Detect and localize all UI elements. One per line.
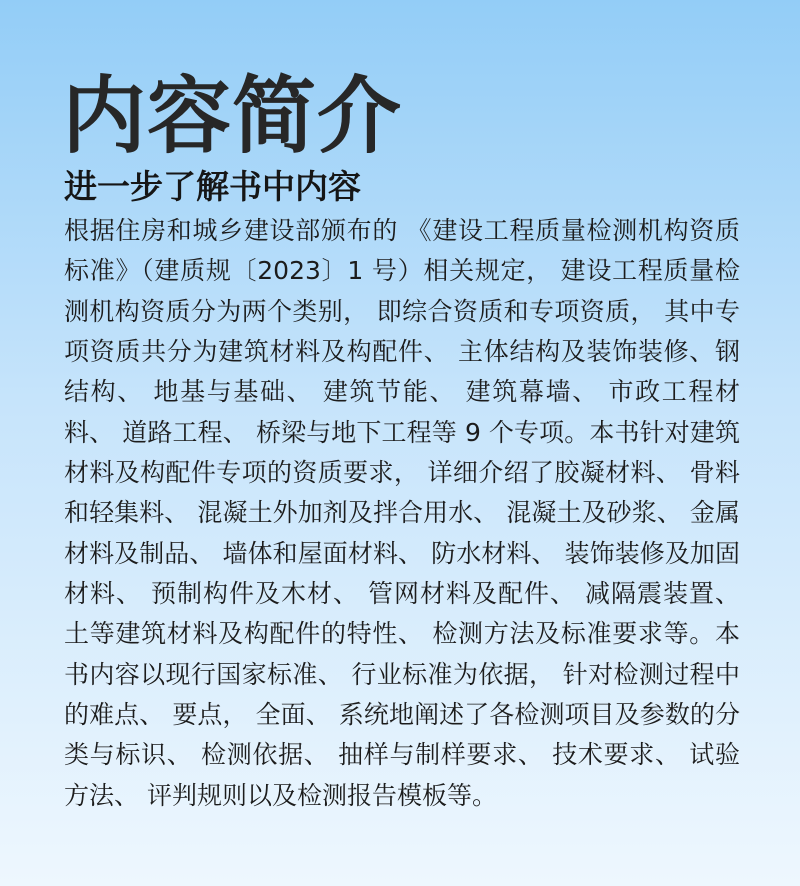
page-title: 内容简介 xyxy=(62,67,403,165)
intro-paragraph: 根据住房和城乡建设部颁布的 《建设工程质量检测机构资质标准》（建质规〔2023〕1 号）相关规定， 建设工程质量检测机构资质分为两个类别， 即综合资质和专项资质， 其中专项资质共分为建筑材料及构配件、 主体结构及装饰装修、钢结构、 地基与基础、 建筑节能、 建筑幕墙、 市政工程材料、 道路工程、 桥梁与地下工程等 9 个专项。本书针对建筑材料及构配件专项的资质要求， 详细介绍了胶凝材料、 骨料和轻集料、 混凝土外加剂及拌合用水、 混凝土及砂浆、 金属材料及制品、 墙体和屋面材料、 防水材料、 装饰装修及加固材料、 预制构件及木材、 管网材料及配件、 减隔震装置、 土等建筑材料及构配件的特性、 检测方法及标准要求等。本书内容以现行国家标准、 行业标准为依据， 针对检测过程中的难点、 要点， 全面、 系统地阐述了各检测项目及参数的分类与标识、 检测依据、 抽样与制样要求、 技术要求、 试验方法、 评判规则以及检测报告模板等。 xyxy=(64,216,740,810)
page-subtitle: 进一步了解书中内容 xyxy=(64,167,361,206)
